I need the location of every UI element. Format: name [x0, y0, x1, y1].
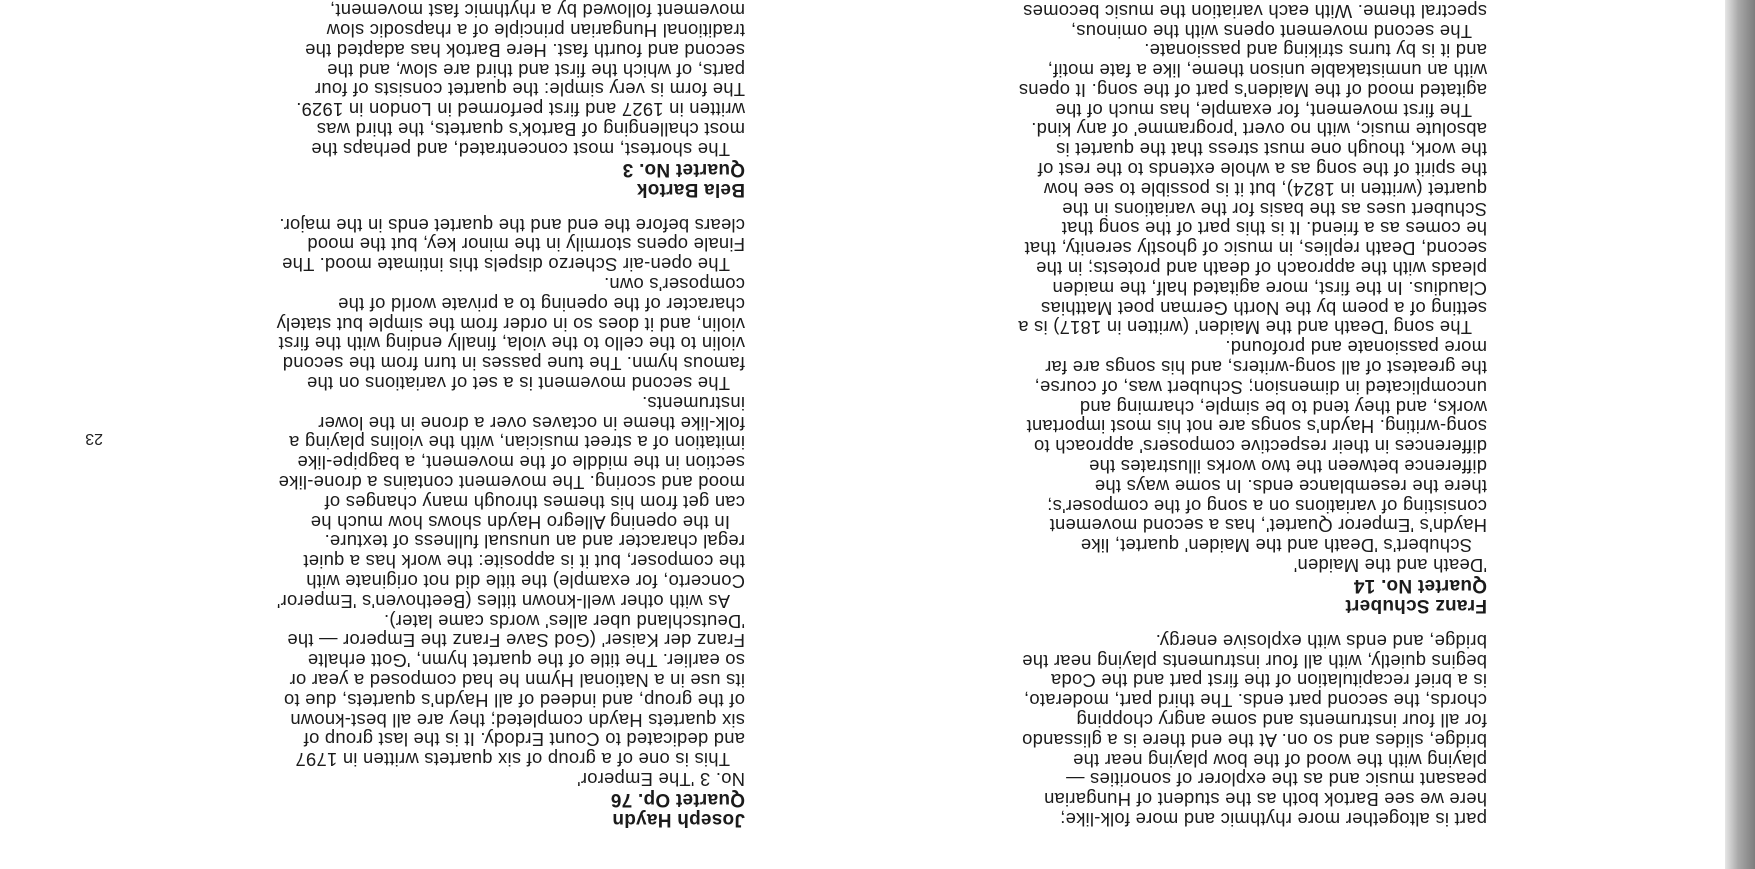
paragraph: The open-air Scherzo dispels this intimate mood. The Finale opens stormily in the minor key, but the mood clears before the end and the quartet ends in the major. [279, 214, 745, 276]
paragraph: The second movement is a set of variations on the famous hymn. The tune passes in turn from the second violin to the cello to the viola, finally ending with the first violin, and it does so in order from the simple but stately character of the opening to a private world of the composer's own. [276, 274, 745, 395]
paragraph: Schubert's 'Death and the Maiden' quartet, like Haydn's 'Emperor Quartet', has a second movement consisting of variations on a song of the composer's; there the resemblance ends. In some ways the difference between the two works illustrates the differences in their respective composers' approach to song-writing. Haydn's songs are not his most important works, and they tend to be simple, charming and uncomplicated in dimension; Schubert was, of course, the greatest of all song-writers, and his songs are far more passionate and profound. [1026, 337, 1487, 557]
subtitle-schubert: 'Death and the Maiden' [1293, 555, 1487, 577]
paragraph: The second movement opens with the ominous, spectral theme. With each variation the music becomes [1022, 0, 1487, 42]
page-number: 23 [85, 430, 103, 447]
heading-composer-schubert: Franz Schubert [1345, 595, 1487, 617]
heading-work-bartok: Quartet No. 3 [622, 158, 745, 180]
heading-work-schubert: Quartet No. 14 [1353, 575, 1487, 597]
paragraph: The song 'Death and the Maiden' (written in 1817) is a setting of a poem by the North German poet Matthias Claudius. In the first, more agitated half, the maiden pleads with the approach of death and protests; in the second, Death replies, in music of ghostly serenity, that he comes as a friend. It is this part of the song that Schubert uses as the basis for the variations in the quartet (written in 1824), but it is possible to see how the spirit of the song as a whole extends to the rest of the work, though one must stress that the quartet is absolute music, with no overt 'programme' of any kind. [1018, 119, 1487, 339]
paragraph: part is altogether more rhythmic and more folk-like; here we see Bartok both as the student of Hungarian peasant music and as the explorer of sonorities — playing with the wood of the bow playing near the bridge, slides and so on. At the end there is a glissando for all four instruments and some angry chopping chords, the second part ends. The third part, moderato, is a brief recapitulation of the first part and the Coda begins quietly, with all four instruments playing near the bridge, and ends with explosive energy. [1021, 630, 1487, 830]
heading-composer-haydn: Joseph Haydn [612, 809, 745, 830]
paragraph: This is one of a group of six quartets written in 1797 and dedicated to Count Erdody. It is the last group of six quartets Haydn completed; they are all best-known of the group, and indeed of all Haydn's quartets, due to its use in a National Hymn he had composed a year or so earlier. The title of the quartet hymn, 'Gott erhalte Franz der Kaiser' (God Save Franz the Emperor — the 'Deutschland uber alles' words came later). [283, 610, 745, 771]
subtitle-haydn: No. 3 'The Emperor' [576, 769, 745, 790]
heading-work-haydn: Quartet Op. 76 [610, 789, 745, 810]
binding-edge [1725, 0, 1755, 869]
paragraph: In the opening Allegro Haydn shows how much he can get from his themes through many changes of mood and scoring. The movement contains a drone-like section in the middle of the movement, a bagpipe-like imitation of a street musician, with the violins playing a folk-like theme in octaves over a drone in the lower instruments. [278, 392, 745, 533]
column-left [275, 0, 745, 829]
column-right [1017, 0, 1487, 829]
paragraph: The shortest, most concentrated, and perhaps the most challenging of Bartok's quartets, the third was written in 1927 and first performed in London in 1929. The form is very simple: the quartet consists of four parts, of which the first and third are slow, and the second and fourth fast. Here Bartok has adapted the traditional Hungarian principle of a rhapsodic slow movement followed by a rhythmic fast movement, [295, 0, 745, 160]
heading-composer-bartok: Bela Bartok [636, 178, 745, 200]
paragraph: As with other well-known titles (Beethoven's 'Emperor' Concerto, for example) the title did not originate with the composer, but it is apposite: the work has a quiet regal character and an unusual fullness of texture. [276, 531, 745, 612]
paragraph: The first movement, for example, has much of the agitated mood of the Maiden's part of the song. It opens with an unmistakable unison theme, like a fate motif, and it is by turns striking and passionate. [1018, 40, 1487, 121]
